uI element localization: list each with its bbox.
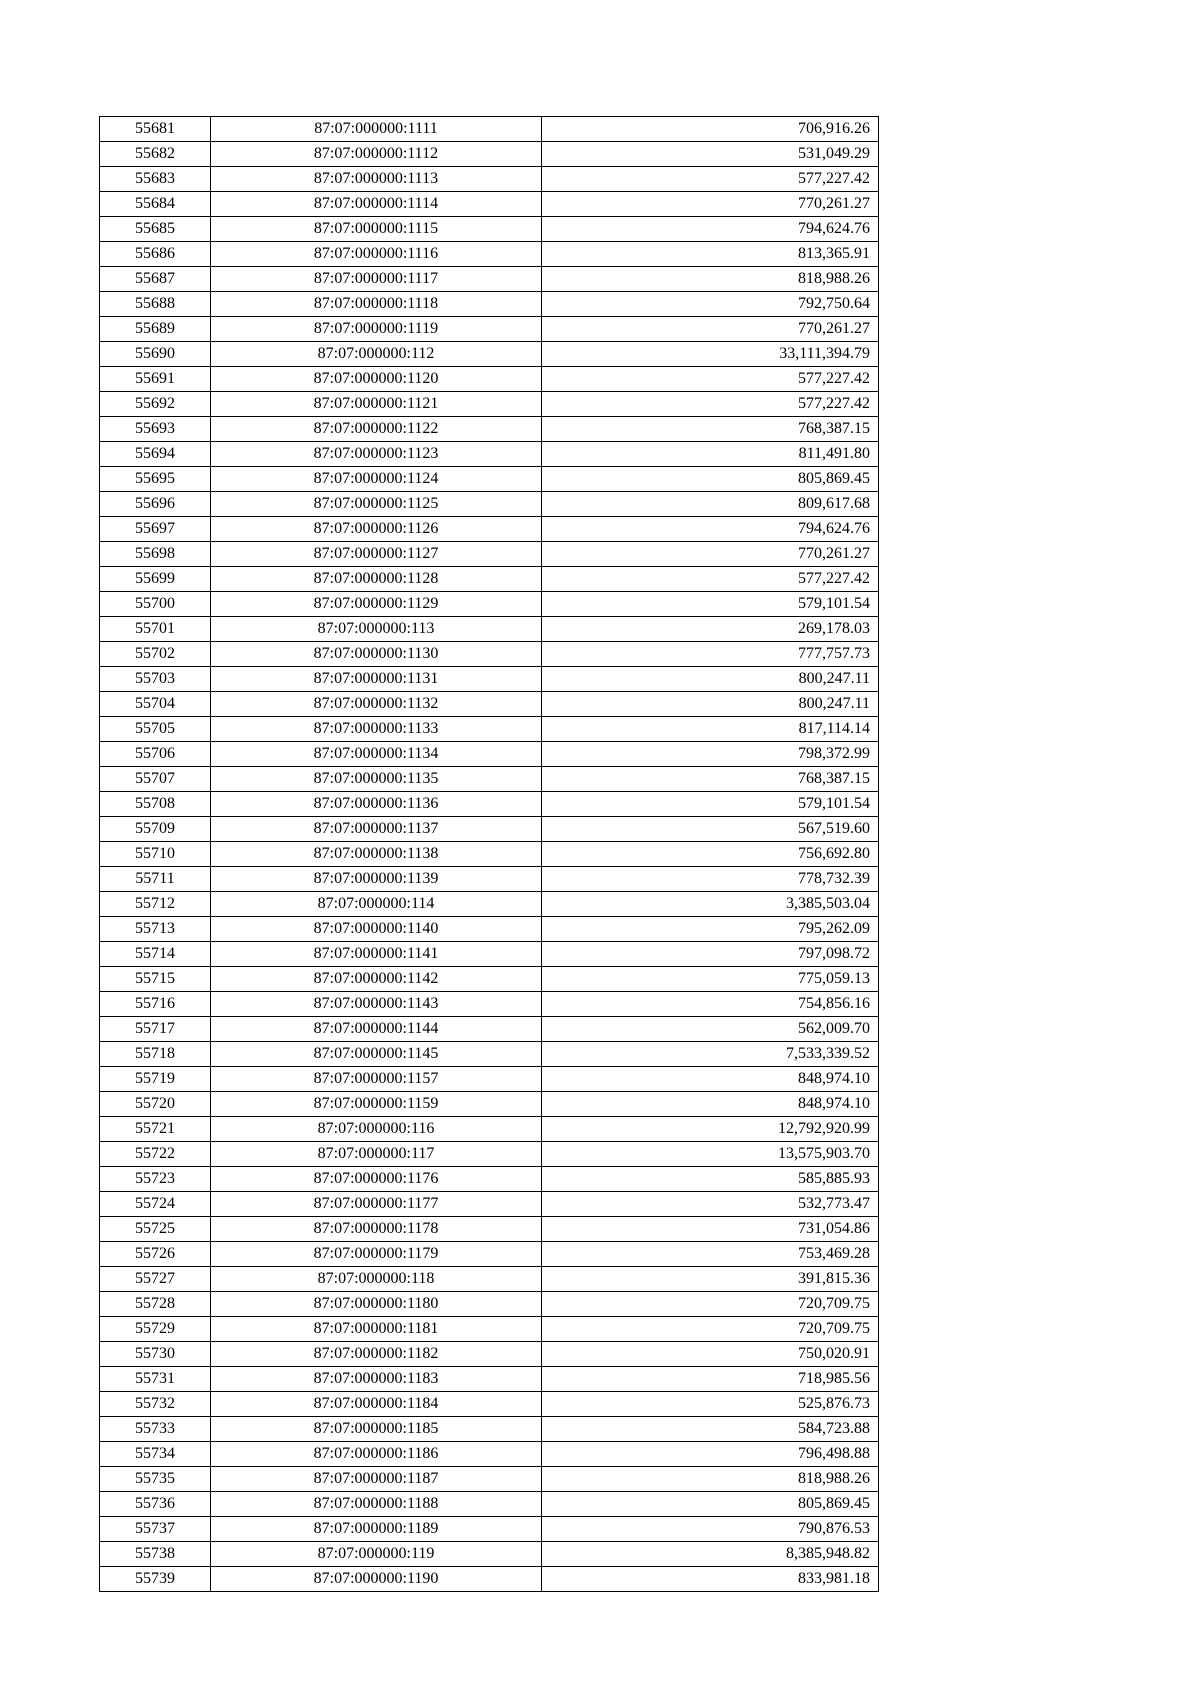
row-number-cell: 55689 — [100, 317, 211, 342]
table-row — [100, 1017, 879, 1042]
row-number-cell: 55723 — [100, 1167, 211, 1192]
cadastral-number-cell: 87:07:000000:1143 — [211, 992, 542, 1017]
cadastral-number-cell: 87:07:000000:1184 — [211, 1392, 542, 1417]
cadastral-value-cell: 833,981.18 — [542, 1567, 879, 1592]
cadastral-value-cell: 531,049.29 — [542, 142, 879, 167]
cadastral-value-cell: 754,856.16 — [542, 992, 879, 1017]
cadastral-value-cell: 579,101.54 — [542, 792, 879, 817]
row-number-cell: 55692 — [100, 392, 211, 417]
cadastral-number-cell: 87:07:000000:1115 — [211, 217, 542, 242]
row-number-cell: 55698 — [100, 542, 211, 567]
cadastral-value-cell: 720,709.75 — [542, 1317, 879, 1342]
table-row — [100, 792, 879, 817]
row-number-cell: 55696 — [100, 492, 211, 517]
row-number-cell: 55734 — [100, 1442, 211, 1467]
table-row — [100, 417, 879, 442]
cadastral-number-cell: 87:07:000000:1126 — [211, 517, 542, 542]
cadastral-number-cell: 87:07:000000:117 — [211, 1142, 542, 1167]
row-number-cell: 55739 — [100, 1567, 211, 1592]
cadastral-value-cell: 567,519.60 — [542, 817, 879, 842]
cadastral-number-cell: 87:07:000000:1141 — [211, 942, 542, 967]
row-number-cell: 55735 — [100, 1467, 211, 1492]
table-row — [100, 117, 879, 142]
cadastral-value-cell: 813,365.91 — [542, 242, 879, 267]
cadastral-number-cell: 87:07:000000:1139 — [211, 867, 542, 892]
row-number-cell: 55738 — [100, 1542, 211, 1567]
cadastral-value-cell: 794,624.76 — [542, 217, 879, 242]
row-number-cell: 55709 — [100, 817, 211, 842]
table-row — [100, 1267, 879, 1292]
cadastral-number-cell: 87:07:000000:1122 — [211, 417, 542, 442]
cadastral-value-cell: 269,178.03 — [542, 617, 879, 642]
cadastral-number-cell: 87:07:000000:119 — [211, 1542, 542, 1567]
table-row — [100, 917, 879, 942]
cadastral-number-cell: 87:07:000000:114 — [211, 892, 542, 917]
table-row — [100, 467, 879, 492]
row-number-cell: 55704 — [100, 692, 211, 717]
table-row — [100, 1542, 879, 1567]
row-number-cell: 55681 — [100, 117, 211, 142]
row-number-cell: 55706 — [100, 742, 211, 767]
row-number-cell: 55722 — [100, 1142, 211, 1167]
cadastral-value-cell: 706,916.26 — [542, 117, 879, 142]
row-number-cell: 55728 — [100, 1292, 211, 1317]
cadastral-value-cell: 818,988.26 — [542, 1467, 879, 1492]
cadastral-number-cell: 87:07:000000:1127 — [211, 542, 542, 567]
row-number-cell: 55721 — [100, 1117, 211, 1142]
table-row — [100, 867, 879, 892]
cadastral-value-cell: 33,111,394.79 — [542, 342, 879, 367]
row-number-cell: 55725 — [100, 1217, 211, 1242]
table-row — [100, 492, 879, 517]
row-number-cell: 55717 — [100, 1017, 211, 1042]
cadastral-value-cell: 796,498.88 — [542, 1442, 879, 1467]
table-row — [100, 592, 879, 617]
table-row — [100, 267, 879, 292]
cadastral-number-cell: 87:07:000000:116 — [211, 1117, 542, 1142]
table-row — [100, 217, 879, 242]
cadastral-value-cell: 797,098.72 — [542, 942, 879, 967]
cadastral-number-cell: 87:07:000000:1128 — [211, 567, 542, 592]
table-row — [100, 1567, 879, 1592]
table-row — [100, 1142, 879, 1167]
table-row — [100, 692, 879, 717]
row-number-cell: 55716 — [100, 992, 211, 1017]
cadastral-number-cell: 87:07:000000:1183 — [211, 1367, 542, 1392]
table-row — [100, 1292, 879, 1317]
cadastral-value-cell: 585,885.93 — [542, 1167, 879, 1192]
table-row — [100, 567, 879, 592]
row-number-cell: 55700 — [100, 592, 211, 617]
row-number-cell: 55737 — [100, 1517, 211, 1542]
cadastral-value-cell: 809,617.68 — [542, 492, 879, 517]
row-number-cell: 55687 — [100, 267, 211, 292]
cadastral-number-cell: 87:07:000000:1145 — [211, 1042, 542, 1067]
table-row — [100, 642, 879, 667]
cadastral-number-cell: 87:07:000000:1157 — [211, 1067, 542, 1092]
cadastral-value-cell: 798,372.99 — [542, 742, 879, 767]
cadastral-number-cell: 87:07:000000:1124 — [211, 467, 542, 492]
row-number-cell: 55732 — [100, 1392, 211, 1417]
cadastral-number-cell: 87:07:000000:1132 — [211, 692, 542, 717]
table-row — [100, 442, 879, 467]
table-row — [100, 1442, 879, 1467]
cadastral-value-cell: 800,247.11 — [542, 667, 879, 692]
cadastral-number-cell: 87:07:000000:1178 — [211, 1217, 542, 1242]
table-row — [100, 617, 879, 642]
cadastral-value-cell: 579,101.54 — [542, 592, 879, 617]
cadastral-value-cell: 818,988.26 — [542, 267, 879, 292]
cadastral-value-cell: 577,227.42 — [542, 367, 879, 392]
row-number-cell: 55711 — [100, 867, 211, 892]
cadastral-value-cell: 584,723.88 — [542, 1417, 879, 1442]
table-row — [100, 992, 879, 1017]
table-row — [100, 1042, 879, 1067]
table-row — [100, 1167, 879, 1192]
cadastral-value-cell: 790,876.53 — [542, 1517, 879, 1542]
cadastral-value-cell: 562,009.70 — [542, 1017, 879, 1042]
cadastral-value-cell: 577,227.42 — [542, 567, 879, 592]
cadastral-value-cell: 577,227.42 — [542, 392, 879, 417]
table-row — [100, 1367, 879, 1392]
table-row — [100, 742, 879, 767]
cadastral-value-cell: 775,059.13 — [542, 967, 879, 992]
table-row — [100, 1242, 879, 1267]
row-number-cell: 55699 — [100, 567, 211, 592]
table-row — [100, 1342, 879, 1367]
cadastral-value-cell: 770,261.27 — [542, 317, 879, 342]
cadastral-value-cell: 805,869.45 — [542, 467, 879, 492]
table-row — [100, 167, 879, 192]
table-row — [100, 292, 879, 317]
cadastral-number-cell: 87:07:000000:112 — [211, 342, 542, 367]
row-number-cell: 55701 — [100, 617, 211, 642]
row-number-cell: 55705 — [100, 717, 211, 742]
table-row — [100, 542, 879, 567]
row-number-cell: 55710 — [100, 842, 211, 867]
cadastral-number-cell: 87:07:000000:1113 — [211, 167, 542, 192]
cadastral-number-cell: 87:07:000000:1179 — [211, 1242, 542, 1267]
cadastral-value-cell: 532,773.47 — [542, 1192, 879, 1217]
cadastral-value-cell: 770,261.27 — [542, 192, 879, 217]
cadastral-number-cell: 87:07:000000:1185 — [211, 1417, 542, 1442]
cadastral-number-cell: 87:07:000000:1116 — [211, 242, 542, 267]
table-row — [100, 767, 879, 792]
row-number-cell: 55691 — [100, 367, 211, 392]
row-number-cell: 55733 — [100, 1417, 211, 1442]
table-row — [100, 1192, 879, 1217]
row-number-cell: 55686 — [100, 242, 211, 267]
cadastral-value-cell: 12,792,920.99 — [542, 1117, 879, 1142]
cadastral-value-cell: 731,054.86 — [542, 1217, 879, 1242]
row-number-cell: 55697 — [100, 517, 211, 542]
cadastral-number-cell: 87:07:000000:1111 — [211, 117, 542, 142]
table-row — [100, 1417, 879, 1442]
row-number-cell: 55684 — [100, 192, 211, 217]
table-row — [100, 1392, 879, 1417]
cadastral-number-cell: 87:07:000000:1189 — [211, 1517, 542, 1542]
cadastral-number-cell: 87:07:000000:1188 — [211, 1492, 542, 1517]
row-number-cell: 55713 — [100, 917, 211, 942]
cadastral-value-cell: 768,387.15 — [542, 417, 879, 442]
cadastral-number-cell: 87:07:000000:1129 — [211, 592, 542, 617]
row-number-cell: 55731 — [100, 1367, 211, 1392]
cadastral-number-cell: 87:07:000000:1176 — [211, 1167, 542, 1192]
table-row — [100, 1317, 879, 1342]
table-row — [100, 667, 879, 692]
cadastral-number-cell: 87:07:000000:1180 — [211, 1292, 542, 1317]
cadastral-number-cell: 87:07:000000:1121 — [211, 392, 542, 417]
cadastral-number-cell: 87:07:000000:1190 — [211, 1567, 542, 1592]
cadastral-value-cell: 805,869.45 — [542, 1492, 879, 1517]
cadastral-number-cell: 87:07:000000:1130 — [211, 642, 542, 667]
cadastral-number-cell: 87:07:000000:1159 — [211, 1092, 542, 1117]
table-row — [100, 1517, 879, 1542]
table-row — [100, 1467, 879, 1492]
cadastral-value-cell: 391,815.36 — [542, 1267, 879, 1292]
table-body — [100, 117, 879, 1592]
row-number-cell: 55703 — [100, 667, 211, 692]
row-number-cell: 55708 — [100, 792, 211, 817]
row-number-cell: 55727 — [100, 1267, 211, 1292]
table-row — [100, 367, 879, 392]
cadastral-value-cell: 794,624.76 — [542, 517, 879, 542]
row-number-cell: 55718 — [100, 1042, 211, 1067]
table-row — [100, 317, 879, 342]
cadastral-number-cell: 87:07:000000:1133 — [211, 717, 542, 742]
cadastral-number-cell: 87:07:000000:1137 — [211, 817, 542, 842]
cadastral-number-cell: 87:07:000000:1134 — [211, 742, 542, 767]
cadastral-number-cell: 87:07:000000:1120 — [211, 367, 542, 392]
table-row — [100, 842, 879, 867]
cadastral-value-cell: 768,387.15 — [542, 767, 879, 792]
cadastral-number-cell: 87:07:000000:1136 — [211, 792, 542, 817]
cadastral-number-cell: 87:07:000000:1177 — [211, 1192, 542, 1217]
cadastral-number-cell: 87:07:000000:118 — [211, 1267, 542, 1292]
cadastral-value-cell: 525,876.73 — [542, 1392, 879, 1417]
row-number-cell: 55694 — [100, 442, 211, 467]
cadastral-value-cell: 800,247.11 — [542, 692, 879, 717]
table-row — [100, 1492, 879, 1517]
cadastral-number-cell: 87:07:000000:1112 — [211, 142, 542, 167]
table-row — [100, 892, 879, 917]
cadastral-value-cell: 718,985.56 — [542, 1367, 879, 1392]
cadastral-value-cell: 792,750.64 — [542, 292, 879, 317]
row-number-cell: 55685 — [100, 217, 211, 242]
table-row — [100, 1117, 879, 1142]
row-number-cell: 55707 — [100, 767, 211, 792]
cadastral-number-cell: 87:07:000000:1186 — [211, 1442, 542, 1467]
cadastral-value-cell: 13,575,903.70 — [542, 1142, 879, 1167]
table-row — [100, 517, 879, 542]
row-number-cell: 55683 — [100, 167, 211, 192]
cadastral-number-cell: 87:07:000000:1114 — [211, 192, 542, 217]
cadastral-value-cell: 811,491.80 — [542, 442, 879, 467]
table-row — [100, 1217, 879, 1242]
row-number-cell: 55724 — [100, 1192, 211, 1217]
cadastral-value-cell: 756,692.80 — [542, 842, 879, 867]
cadastral-value-cell: 848,974.10 — [542, 1092, 879, 1117]
cadastral-value-cell: 3,385,503.04 — [542, 892, 879, 917]
cadastral-number-cell: 87:07:000000:1187 — [211, 1467, 542, 1492]
row-number-cell: 55730 — [100, 1342, 211, 1367]
row-number-cell: 55693 — [100, 417, 211, 442]
cadastral-value-cell: 770,261.27 — [542, 542, 879, 567]
cadastral-number-cell: 87:07:000000:1118 — [211, 292, 542, 317]
cadastral-value-cell: 577,227.42 — [542, 167, 879, 192]
cadastral-number-cell: 87:07:000000:1131 — [211, 667, 542, 692]
row-number-cell: 55715 — [100, 967, 211, 992]
cadastral-number-cell: 87:07:000000:1181 — [211, 1317, 542, 1342]
cadastral-value-cell: 777,757.73 — [542, 642, 879, 667]
row-number-cell: 55729 — [100, 1317, 211, 1342]
cadastral-number-cell: 87:07:000000:1142 — [211, 967, 542, 992]
table-row — [100, 717, 879, 742]
cadastral-number-cell: 87:07:000000:1123 — [211, 442, 542, 467]
table-row — [100, 392, 879, 417]
cadastral-value-cell: 7,533,339.52 — [542, 1042, 879, 1067]
cadastral-value-cell: 720,709.75 — [542, 1292, 879, 1317]
cadastral-value-cell: 750,020.91 — [542, 1342, 879, 1367]
cadastral-value-table — [99, 116, 879, 1592]
cadastral-number-cell: 87:07:000000:1144 — [211, 1017, 542, 1042]
table-row — [100, 967, 879, 992]
cadastral-number-cell: 87:07:000000:1182 — [211, 1342, 542, 1367]
cadastral-value-cell: 8,385,948.82 — [542, 1542, 879, 1567]
row-number-cell: 55712 — [100, 892, 211, 917]
table-row — [100, 242, 879, 267]
table-row — [100, 942, 879, 967]
cadastral-number-cell: 87:07:000000:1119 — [211, 317, 542, 342]
table-row — [100, 342, 879, 367]
row-number-cell: 55726 — [100, 1242, 211, 1267]
cadastral-number-cell: 87:07:000000:113 — [211, 617, 542, 642]
row-number-cell: 55719 — [100, 1067, 211, 1092]
row-number-cell: 55695 — [100, 467, 211, 492]
cadastral-value-cell: 753,469.28 — [542, 1242, 879, 1267]
table-row — [100, 142, 879, 167]
row-number-cell: 55702 — [100, 642, 211, 667]
table-row — [100, 817, 879, 842]
cadastral-value-cell: 848,974.10 — [542, 1067, 879, 1092]
table-row — [100, 1067, 879, 1092]
row-number-cell: 55714 — [100, 942, 211, 967]
row-number-cell: 55688 — [100, 292, 211, 317]
row-number-cell: 55690 — [100, 342, 211, 367]
cadastral-value-cell: 778,732.39 — [542, 867, 879, 892]
cadastral-number-cell: 87:07:000000:1140 — [211, 917, 542, 942]
cadastral-value-cell: 817,114.14 — [542, 717, 879, 742]
table-row — [100, 1092, 879, 1117]
table-row — [100, 192, 879, 217]
row-number-cell: 55736 — [100, 1492, 211, 1517]
row-number-cell: 55720 — [100, 1092, 211, 1117]
cadastral-number-cell: 87:07:000000:1125 — [211, 492, 542, 517]
cadastral-number-cell: 87:07:000000:1135 — [211, 767, 542, 792]
cadastral-number-cell: 87:07:000000:1138 — [211, 842, 542, 867]
cadastral-number-cell: 87:07:000000:1117 — [211, 267, 542, 292]
cadastral-value-cell: 795,262.09 — [542, 917, 879, 942]
row-number-cell: 55682 — [100, 142, 211, 167]
